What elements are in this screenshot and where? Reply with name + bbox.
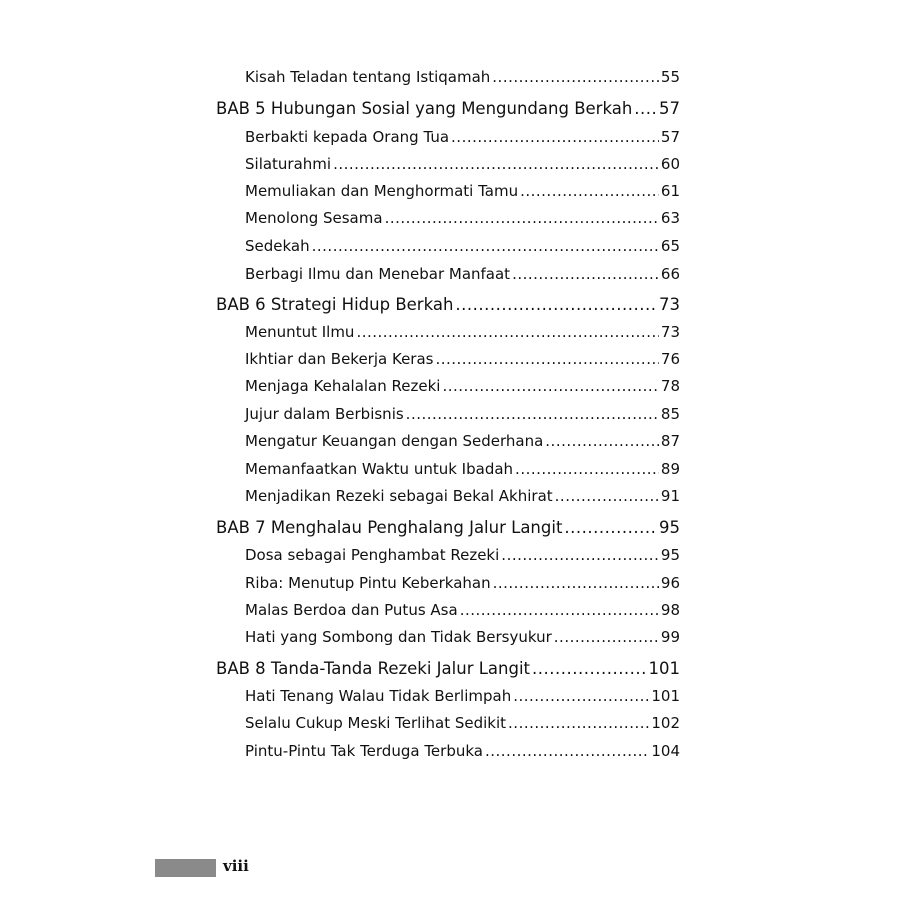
toc-section-row xyxy=(245,372,680,400)
dot-leader xyxy=(333,150,659,178)
toc-entry-title: Sedekah xyxy=(245,237,310,255)
dot-leader xyxy=(451,123,659,151)
toc-entry-title: Berbakti kepada Orang Tua xyxy=(245,128,450,146)
dot-leader xyxy=(385,204,659,232)
dot-leader xyxy=(532,655,646,683)
toc-section-row xyxy=(245,569,680,597)
toc-chapter-row xyxy=(216,291,680,319)
toc-section-row xyxy=(245,63,680,91)
toc-section-row xyxy=(245,623,680,651)
toc-page-number: 60 xyxy=(660,155,680,173)
footer-page-number: viii xyxy=(223,857,249,875)
dot-leader xyxy=(513,682,649,710)
toc-chapter-row xyxy=(216,514,680,542)
toc-page-number: 78 xyxy=(660,377,680,395)
dot-leader xyxy=(520,177,659,205)
toc-entry-title: Menuntut Ilmu xyxy=(245,323,355,341)
dot-leader xyxy=(406,400,659,428)
toc-entry-title: Ikhtiar dan Bekerja Keras xyxy=(245,350,434,368)
toc-entry-title: Selalu Cukup Meski Terlihat Sedikit xyxy=(245,714,507,732)
toc-section-row xyxy=(245,260,680,288)
toc-entry-title: Menjadikan Rezeki sebagai Bekal Akhirat xyxy=(245,487,553,505)
toc-section-row xyxy=(245,455,680,483)
toc-section-row xyxy=(245,400,680,428)
toc-entry-title: Berbagi Ilmu dan Menebar Manfaat xyxy=(245,265,511,283)
toc-page-number: 101 xyxy=(651,687,680,705)
toc-page-number: 87 xyxy=(660,432,680,450)
dot-leader xyxy=(501,541,659,569)
toc-entry-title: Menolong Sesama xyxy=(245,209,383,227)
dot-leader xyxy=(515,455,659,483)
toc-section-row xyxy=(245,427,680,455)
dot-leader xyxy=(460,596,659,624)
toc-page-number: 102 xyxy=(651,714,680,732)
toc-page-number: 61 xyxy=(660,182,680,200)
toc-section-row xyxy=(245,232,680,260)
toc-section-row xyxy=(245,737,680,765)
toc-section-row xyxy=(245,150,680,178)
dot-leader xyxy=(485,737,649,765)
dot-leader xyxy=(545,427,659,455)
toc-entry-title: Jujur dalam Berbisnis xyxy=(245,405,404,423)
toc-entry-title: Malas Berdoa dan Putus Asa xyxy=(245,601,458,619)
dot-leader xyxy=(554,623,659,651)
toc-page-number: 57 xyxy=(660,128,680,146)
toc-page-number: 55 xyxy=(660,68,680,86)
dot-leader xyxy=(455,291,657,319)
toc-entry-title: Hati Tenang Walau Tidak Berlimpah xyxy=(245,687,512,705)
dot-leader xyxy=(356,318,658,346)
toc-section-row xyxy=(245,318,680,346)
toc-page-number: 57 xyxy=(659,99,680,118)
toc-page-number: 101 xyxy=(648,659,680,678)
toc-chapter-row xyxy=(216,95,680,123)
toc-entry-title: Pintu-Pintu Tak Terduga Terbuka xyxy=(245,742,483,760)
toc-page-number: 98 xyxy=(660,601,680,619)
toc-page-number: 91 xyxy=(660,487,680,505)
toc-section-row xyxy=(245,345,680,373)
toc-page-number: 66 xyxy=(660,265,680,283)
toc-page-number: 73 xyxy=(660,323,680,341)
dot-leader xyxy=(634,95,657,123)
toc-section-row xyxy=(245,541,680,569)
dot-leader xyxy=(493,569,659,597)
toc-page-number: 89 xyxy=(660,460,680,478)
toc-section-row xyxy=(245,482,680,510)
toc-page-number: 104 xyxy=(651,742,680,760)
toc-page-number: 99 xyxy=(660,628,680,646)
dot-leader xyxy=(555,482,659,510)
toc-section-row xyxy=(245,682,680,710)
dot-leader xyxy=(508,709,649,737)
dot-leader xyxy=(492,63,659,91)
toc-entry-title: Kisah Teladan tentang Istiqamah xyxy=(245,68,491,86)
toc-chapter-title: BAB 6 Strategi Hidup Berkah xyxy=(216,295,454,314)
toc-section-row xyxy=(245,123,680,151)
toc-section-row xyxy=(245,204,680,232)
dot-leader xyxy=(564,514,657,542)
toc-chapter-row xyxy=(216,655,680,683)
dot-leader xyxy=(442,372,658,400)
toc-chapter-title: BAB 8 Tanda-Tanda Rezeki Jalur Langit xyxy=(216,659,531,678)
toc-entry-title: Memuliakan dan Menghormati Tamu xyxy=(245,182,519,200)
toc-page-number: 85 xyxy=(660,405,680,423)
toc-page-number: 96 xyxy=(660,574,680,592)
footer-decorative-bar xyxy=(155,859,216,877)
toc-page-number: 76 xyxy=(660,350,680,368)
dot-leader xyxy=(312,232,659,260)
toc-section-row xyxy=(245,177,680,205)
toc-entry-title: Silaturahmi xyxy=(245,155,332,173)
toc-page-number: 95 xyxy=(660,546,680,564)
toc-page-number: 95 xyxy=(659,518,680,537)
toc-chapter-title: BAB 7 Menghalau Penghalang Jalur Langit xyxy=(216,518,563,537)
dot-leader xyxy=(435,345,658,373)
toc-entry-title: Dosa sebagai Penghambat Rezeki xyxy=(245,546,500,564)
dot-leader xyxy=(512,260,659,288)
toc-entry-title: Mengatur Keuangan dengan Sederhana xyxy=(245,432,544,450)
toc-section-row xyxy=(245,709,680,737)
toc-entry-title: Menjaga Kehalalan Rezeki xyxy=(245,377,441,395)
toc-page-number: 65 xyxy=(660,237,680,255)
toc-chapter-title: BAB 5 Hubungan Sosial yang Mengundang Berkah xyxy=(216,99,633,118)
toc-entry-title: Hati yang Sombong dan Tidak Bersyukur xyxy=(245,628,552,646)
toc-page-number: 63 xyxy=(660,209,680,227)
toc-section-row xyxy=(245,596,680,624)
toc-page-number: 73 xyxy=(659,295,680,314)
toc-entry-title: Memanfaatkan Waktu untuk Ibadah xyxy=(245,460,514,478)
toc-entry-title: Riba: Menutup Pintu Keberkahan xyxy=(245,574,491,592)
